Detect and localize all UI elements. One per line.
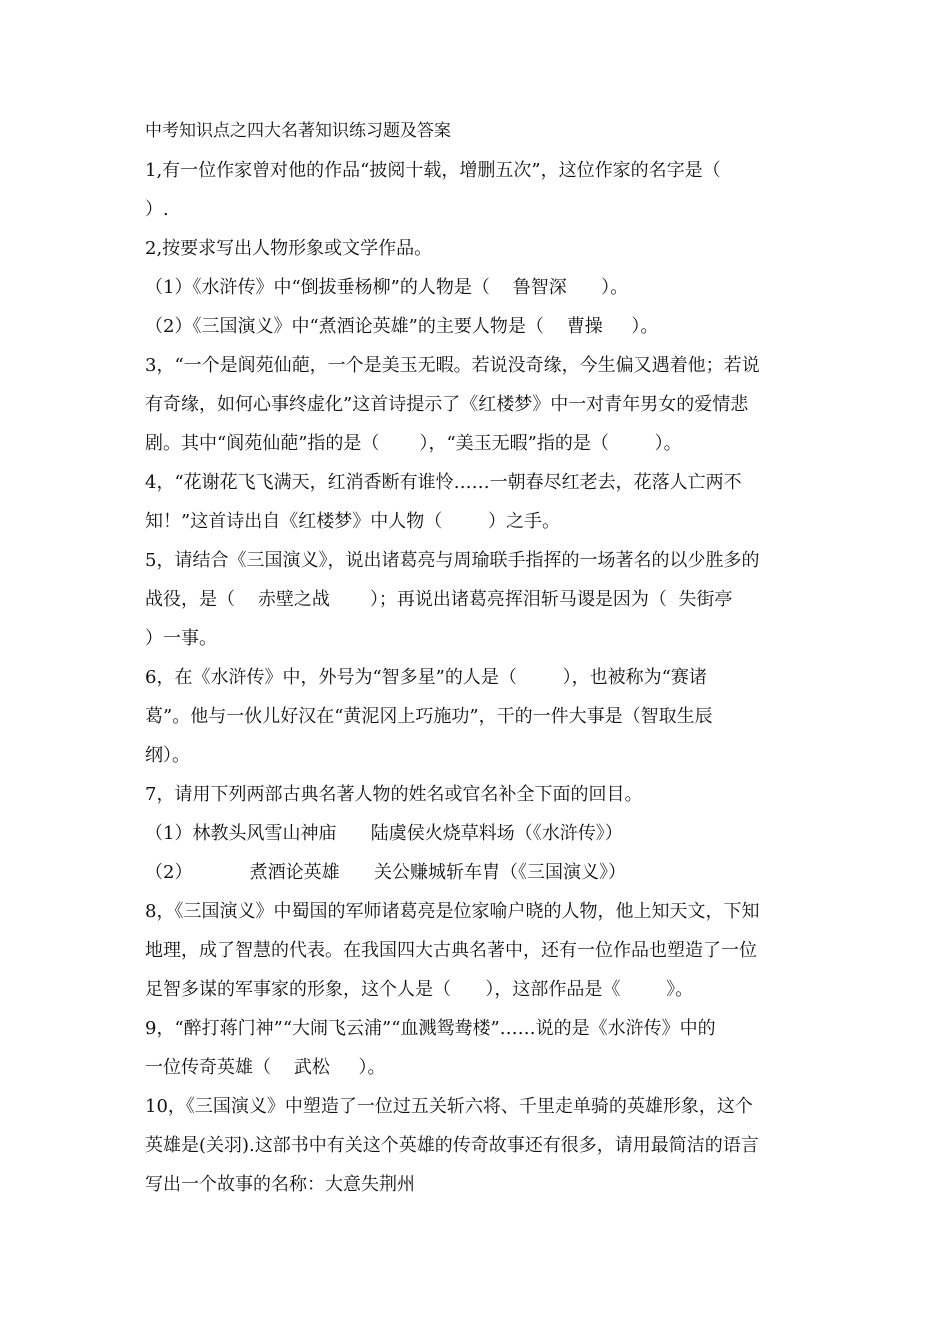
text-line: 葛”。他与一伙儿好汉在“黄泥冈上巧施功”，干的一件大事是（智取生辰 xyxy=(145,706,713,727)
text-line: 8，《三国演义》中蜀国的军师诸葛亮是位家喻户晓的人物，他上知天文，下知 xyxy=(145,901,760,922)
text-line: 一位传奇英雄（ 武松 ）。 xyxy=(145,1057,386,1078)
text-line: （1）《水浒传》中“倒拔垂杨柳”的人物是（ 鲁智深 ）。 xyxy=(145,277,629,298)
text-line: 4，“花谢花飞飞满天，红消香断有谁怜……一朝春尽红老去，花落人亡两不 xyxy=(145,472,742,493)
text-line: 6，在《水浒传》中，外号为“智多星”的人是（ ），也被称为“赛诸 xyxy=(145,667,707,688)
text-line: （1）林教头风雪山神庙 陆虞侯火烧草料场（《水浒传》） xyxy=(145,823,623,844)
text-line: 剧。其中“阆苑仙葩”指的是（ ），“美玉无暇”指的是（ ）。 xyxy=(145,433,682,454)
text-line: 战役，是（ 赤壁之战 ）；再说出诸葛亮挥泪斩马谡是因为（ 失街亭 xyxy=(145,589,733,610)
text-line: 2,按要求写出人物形象或文学作品。 xyxy=(145,238,433,259)
text-line: 纲）。 xyxy=(145,745,190,766)
text-line: 有奇缘，如何心事终虚化”这首诗提示了《红楼梦》中一对青年男女的爱情悲 xyxy=(145,394,749,415)
text-line: 5，请结合《三国演义》，说出诸葛亮与周瑜联手指挥的一场著名的以少胜多的 xyxy=(145,550,760,571)
text-line: （2）《三国演义》中“煮酒论英雄”的主要人物是（ 曹操 ）。 xyxy=(145,316,659,337)
text-line: 英雄是(关羽).这部书中有关这个英雄的传奇故事还有很多，请用最简洁的语言 xyxy=(145,1135,759,1156)
text-line: 地理，成了智慧的代表。在我国四大古典名著中，还有一位作品也塑造了一位 xyxy=(145,940,757,961)
text-line: 9，“醉打蒋门神”“大闹飞云浦”“血溅鸳鸯楼”……说的是《水浒传》中的 xyxy=(145,1018,716,1039)
document-body xyxy=(145,112,825,1204)
text-line: ）一事。 xyxy=(145,628,217,649)
document-title: 中考知识点之四大名著知识练习题及答案 xyxy=(145,121,451,141)
text-line: ）. xyxy=(145,199,169,220)
text-line: 知！”这首诗出自《红楼梦》中人物（ ）之手。 xyxy=(145,511,560,532)
text-line: 10，《三国演义》中塑造了一位过五关斩六将、千里走单骑的英雄形象，这个 xyxy=(145,1096,753,1117)
text-line: 1,有一位作家曾对他的作品“披阅十载，增删五次”，这位作家的名字是（ xyxy=(145,160,721,181)
text-line: （2） 煮酒论英雄 关公赚城斩车胄（《三国演义》） xyxy=(145,862,626,883)
text-line: 足智多谋的军事家的形象，这个人是（ ），这部作品是《 》。 xyxy=(145,979,694,1000)
text-line: 3，“一个是阆苑仙葩，一个是美玉无暇。若说没奇缘，今生偏又遇着他；若说 xyxy=(145,355,760,376)
text-line: 7，请用下列两部古典名著人物的姓名或官名补全下面的回目。 xyxy=(145,784,643,805)
text-line: 写出一个故事的名称：大意失荆州 xyxy=(145,1174,415,1195)
